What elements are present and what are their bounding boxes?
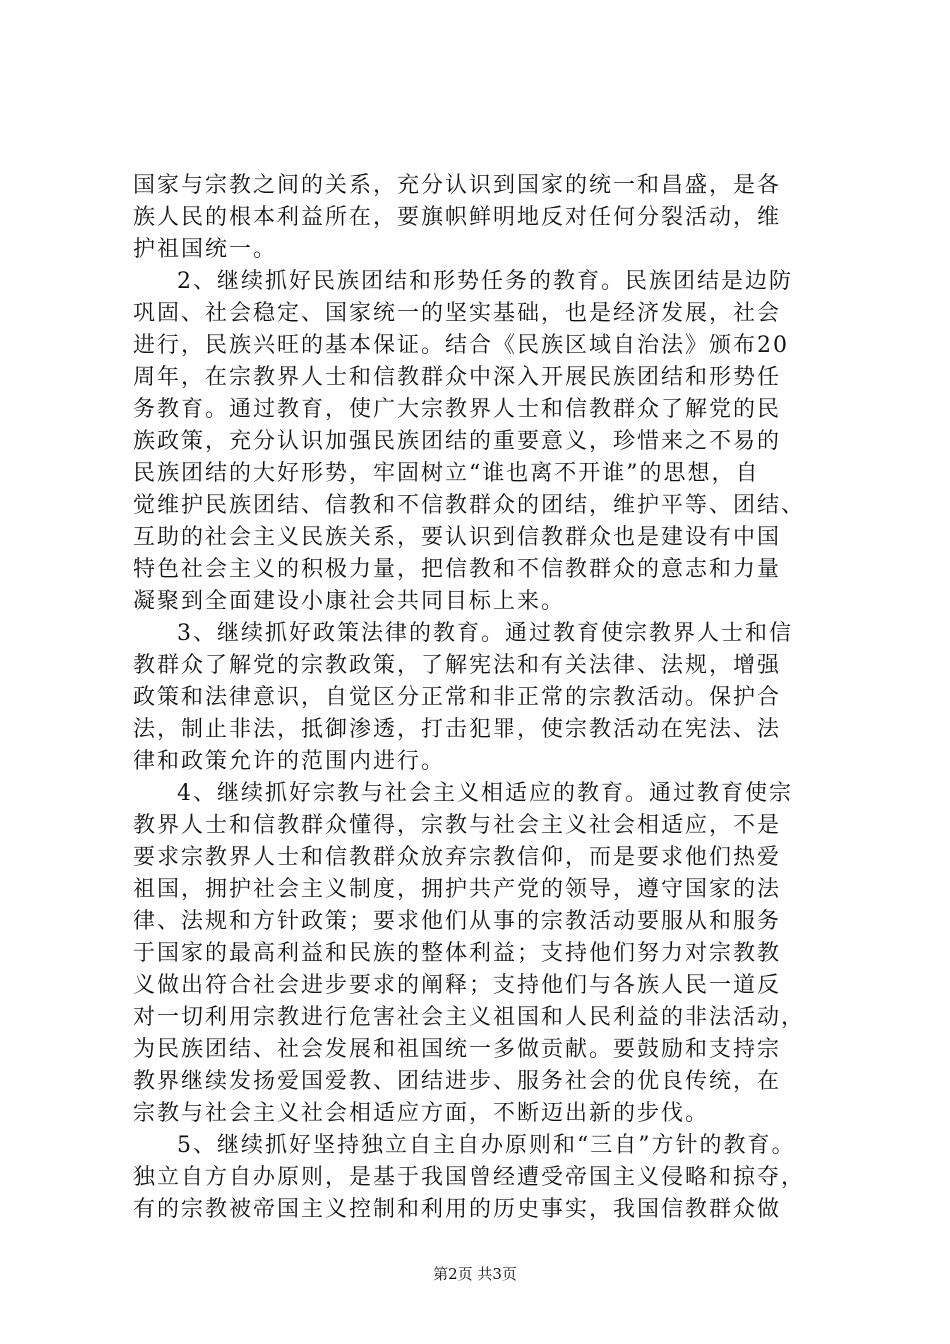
- body-text: [133, 170, 823, 1226]
- text-line: 祖国，拥护社会主义制度，拥护共产党的领导，遵守国家的法: [133, 877, 782, 902]
- paragraph-start-line: 2、继续抓好民族团结和形势任务的教育。民族团结是边防: [177, 269, 793, 294]
- text-line: 对一切利用宗教进行危害社会主义祖国和人民利益的非法活动，: [133, 1005, 806, 1030]
- text-line: 政策和法律意识，自觉区分正常和非正常的宗教活动。保护合: [133, 685, 782, 710]
- paragraph-start-line: 3、继续抓好政策法律的教育。通过教育使宗教界人士和信: [177, 621, 793, 646]
- page-number-footer: 第2页 共3页: [433, 1265, 517, 1283]
- text-line: 族人民的根本利益所在，要旗帜鲜明地反对任何分裂活动，维: [133, 205, 782, 230]
- text-line: 护祖国统一。: [133, 237, 278, 262]
- text-line: 务教育。通过教育，使广大宗教界人士和信教群众了解党的民: [133, 397, 782, 422]
- text-line: 有的宗教被帝国主义控制和利用的历史事实，我国信教群众做: [133, 1197, 782, 1222]
- text-line: 教群众了解党的宗教政策，了解宪法和有关法律、法规，增强: [133, 653, 782, 678]
- text-line: 律、法规和方针政策；要求他们从事的宗教活动要服从和服务: [133, 909, 782, 934]
- text-line: 特色社会主义的积极力量，把信教和不信教群众的意志和力量: [133, 557, 782, 582]
- text-line: 为民族团结、社会发展和祖国统一多做贡献。要鼓励和支持宗: [133, 1037, 782, 1062]
- text-line: 凝聚到全面建设小康社会共同目标上来。: [133, 589, 566, 614]
- text-line: 要求宗教界人士和信教群众放弃宗教信仰，而是要求他们热爱: [133, 845, 782, 870]
- text-line: 民族团结的大好形势，牢固树立“谁也离不开谁”的思想，自: [133, 461, 760, 486]
- text-line: 觉维护民族团结、信教和不信教群众的团结，维护平等、团结、: [133, 493, 806, 518]
- paragraph-start-line: 5、继续抓好坚持独立自主自办原则和“三自”方针的教育。: [177, 1133, 796, 1158]
- text-line: 义做出符合社会进步要求的阐释；支持他们与各族人民一道反: [133, 973, 782, 998]
- text-line: 律和政策允许的范围内进行。: [133, 749, 446, 774]
- text-line: 互助的社会主义民族关系，要认识到信教群众也是建设有中国: [133, 525, 782, 550]
- text-line: 族政策，充分认识加强民族团结的重要意义，珍惜来之不易的: [133, 429, 782, 454]
- text-line: 进行，民族兴旺的基本保证。结合《民族区域自治法》颁布20: [133, 333, 789, 358]
- text-line: 巩固、社会稳定、国家统一的坚实基础，也是经济发展，社会: [133, 301, 782, 326]
- text-line: 独立自方自办原则，是基于我国曾经遭受帝国主义侵略和掠夺，: [133, 1165, 806, 1190]
- text-line: 国家与宗教之间的关系，充分认识到国家的统一和昌盛，是各: [133, 173, 782, 198]
- text-line: 教界人士和信教群众懂得，宗教与社会主义社会相适应，不是: [133, 813, 782, 838]
- text-line: 周年，在宗教界人士和信教群众中深入开展民族团结和形势任: [133, 365, 782, 390]
- text-line: 法，制止非法，抵御渗透，打击犯罪，使宗教活动在宪法、法: [133, 717, 782, 742]
- text-line: 宗教与社会主义社会相适应方面，不断迈出新的步伐。: [133, 1101, 710, 1126]
- text-line: 于国家的最高利益和民族的整体利益；支持他们努力对宗教教: [133, 941, 782, 966]
- text-line: 教界继续发扬爱国爱教、团结进步、服务社会的优良传统，在: [133, 1069, 782, 1094]
- paragraph-start-line: 4、继续抓好宗教与社会主义相适应的教育。通过教育使宗: [177, 781, 793, 806]
